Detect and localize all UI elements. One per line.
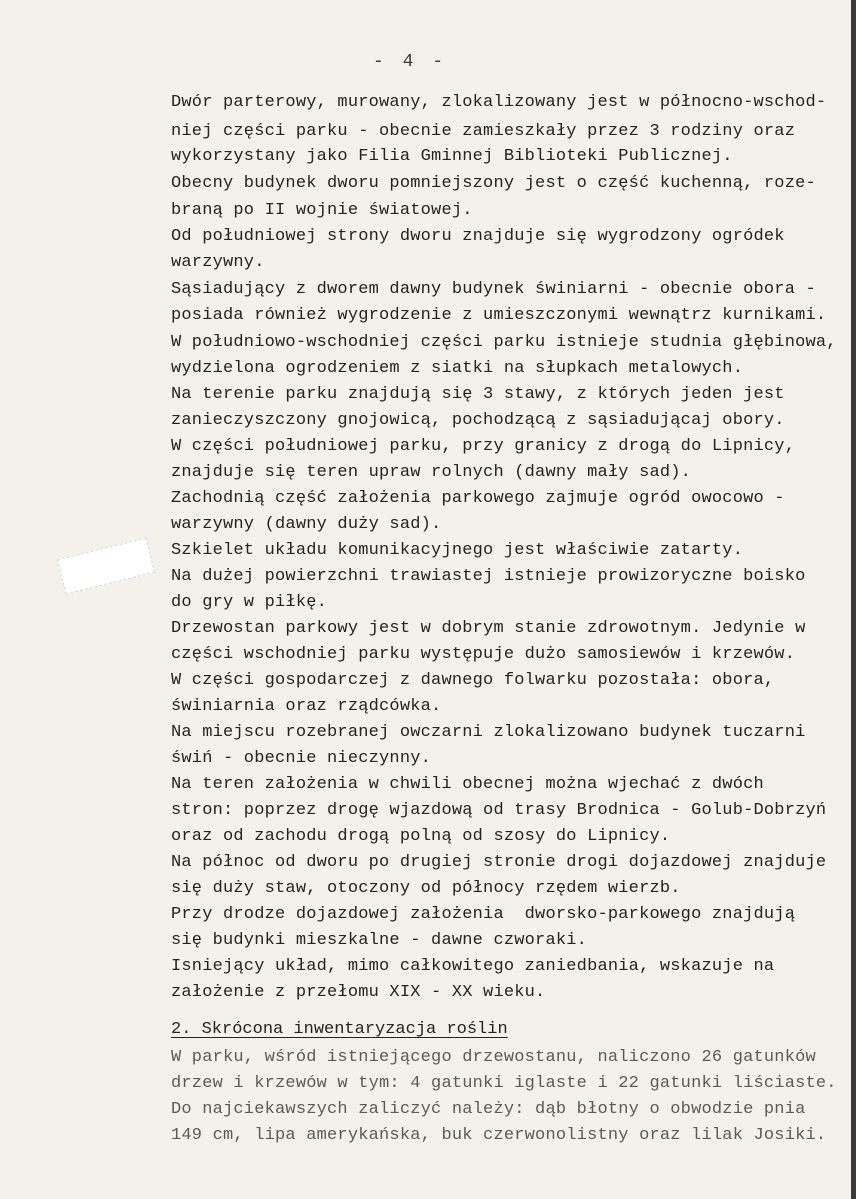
text-line: Przy drodze dojazdowej założenia dworsko-parkowego znajdują — [171, 905, 796, 924]
text-line: posiada również wygrodzenie z umieszczonymi wewnątrz kurnikami. — [171, 306, 827, 325]
text-line: znajduje się teren upraw rolnych (dawny mały sad). — [171, 463, 692, 482]
paper-tape-fragment — [57, 537, 155, 594]
text-line: świniarnia oraz rządcówka. — [171, 697, 442, 716]
text-line: założenie z przełomu XIX - XX wieku. — [171, 983, 546, 1002]
text-line: zanieczyszczony gnojowicą, pochodzącą z sąsiadującaj obory. — [171, 411, 785, 430]
text-line: Na teren założenia w chwili obecnej można wjechać z dwóch — [171, 775, 764, 794]
text-line: wydzielona ogrodzeniem z siatki na słupkach metalowych. — [171, 359, 744, 378]
section-heading: 2. Skrócona inwentaryzacja roślin — [171, 1020, 508, 1039]
text-line: W południowo-wschodniej części parku istnieje studnia głębinowa, — [171, 333, 837, 352]
text-line: niej części parku - obecnie zamieszkały przez 3 rodziny oraz — [171, 122, 796, 141]
text-line: Zachodnią część założenia parkowego zajmuje ogród owocowo - — [171, 489, 785, 508]
text-line: się duży staw, otoczony od północy rzędem wierzb. — [171, 879, 681, 898]
text-line: warzywny (dawny duży sad). — [171, 515, 442, 534]
text-line: wykorzystany jako Filia Gminnej Biblioteki Publicznej. — [171, 147, 733, 166]
text-line: Drzewostan parkowy jest w dobrym stanie zdrowotnym. Jedynie w — [171, 619, 806, 638]
text-line: do gry w piłkę. — [171, 593, 328, 612]
text-line: drzew i krzewów w tym: 4 gatunki iglaste i 22 gatunki liściaste. — [171, 1074, 837, 1093]
text-line: Obecny budynek dworu pomniejszony jest o część kuchenną, roze- — [171, 174, 816, 193]
text-line: Na dużej powierzchni trawiastej istnieje prowizoryczne boisko — [171, 567, 806, 586]
text-line: Na północ od dworu po drugiej stronie drogi dojazdowej znajduje — [171, 853, 827, 872]
text-line: Na terenie parku znajdują się 3 stawy, z których jeden jest — [171, 385, 785, 404]
text-line: W parku, wśród istniejącego drzewostanu, naliczono 26 gatunków — [171, 1048, 816, 1067]
text-line: Sąsiadujący z dworem dawny budynek świniarni - obecnie obora - — [171, 280, 816, 299]
text-line: Isniejący układ, mimo całkowitego zaniedbania, wskazuje na — [171, 957, 775, 976]
text-line: się budynki mieszkalne - dawne czworaki. — [171, 931, 588, 950]
text-line: Szkielet układu komunikacyjnego jest właściwie zatarty. — [171, 541, 744, 560]
text-line: świń - obecnie nieczynny. — [171, 749, 432, 768]
text-line: W części gospodarczej z dawnego folwarku pozostała: obora, — [171, 671, 775, 690]
text-line: Od południowej strony dworu znajduje się wygrodzony ogródek — [171, 227, 785, 246]
text-line: Dwór parterowy, murowany, zlokalizowany jest w północno-wschod- — [171, 93, 827, 112]
text-line: W części południowej parku, przy granicy z drogą do Lipnicy, — [171, 437, 796, 456]
text-line: oraz od zachodu drogą polną od szosy do Lipnicy. — [171, 827, 671, 846]
text-line: stron: poprzez drogę wjazdową od trasy Brodnica - Golub-Dobrzyń — [171, 801, 827, 820]
text-line: części wschodniej parku występuje dużo samosiewów i krzewów. — [171, 645, 796, 664]
page-number: - 4 - — [372, 52, 447, 72]
text-line: warzywny. — [171, 253, 265, 272]
text-line: braną po II wojnie światowej. — [171, 201, 473, 220]
text-line: Na miejscu rozebranej owczarni zlokalizowano budynek tuczarni — [171, 723, 806, 742]
text-line: 149 cm, lipa amerykańska, buk czerwonolistny oraz lilak Josiki. — [171, 1126, 827, 1145]
text-line: Do najciekawszych zaliczyć należy: dąb błotny o obwodzie pnia — [171, 1100, 806, 1119]
